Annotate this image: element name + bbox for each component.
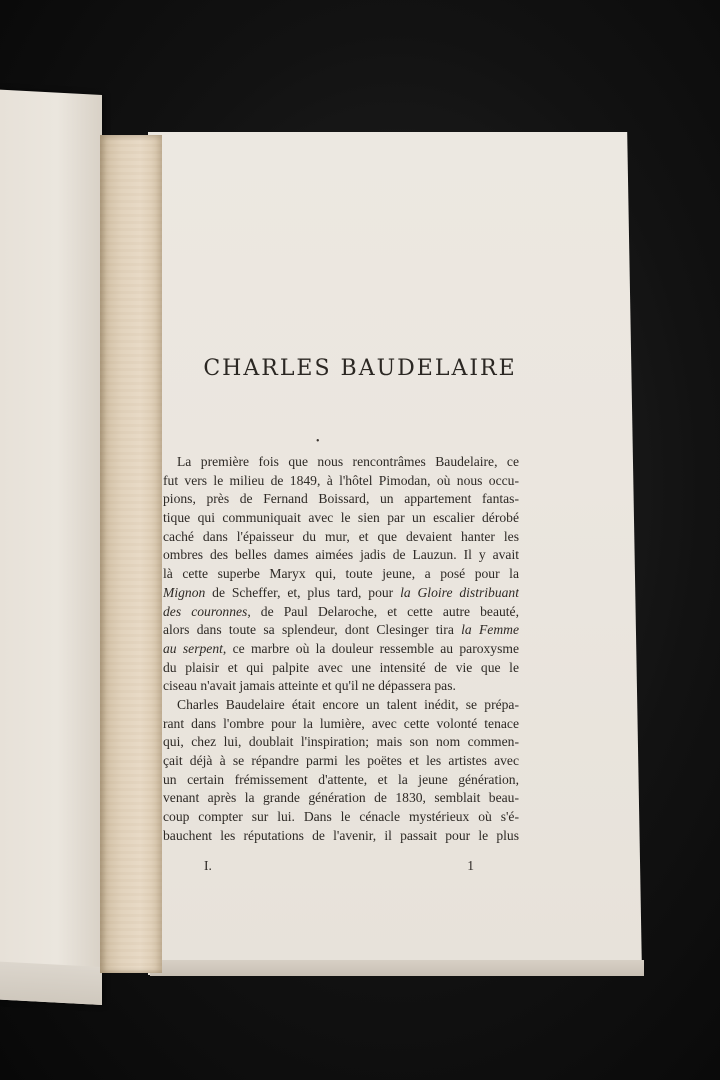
- italic-title: des couronnes: [163, 603, 248, 619]
- left-facing-page: [0, 89, 102, 1005]
- text-line: [163, 584, 519, 603]
- line-text: alors dans toute sa splendeur, dont Clesinger tira: [163, 622, 462, 638]
- line-text: coup compter sur lui. Dans le cénacle mystérieux où s'é-: [163, 809, 519, 825]
- line-text: bauchent les réputations de l'avenir, il passait pour le plus: [163, 827, 519, 843]
- line-text: qui, chez lui, doublait l'inspiration; mais son nom commen-: [163, 734, 519, 750]
- text-line: [163, 677, 519, 696]
- text-line: [163, 509, 519, 528]
- text-line: [163, 696, 519, 715]
- italic-title: la Gloire distribuant: [400, 584, 519, 600]
- text-line: [163, 752, 519, 771]
- italic-title: Mignon: [163, 584, 206, 600]
- line-text: , de Paul Delaroche, et cette autre beauté,: [247, 603, 519, 619]
- signature-mark: I.: [204, 858, 212, 873]
- line-text: caché dans l'épaisseur du mur, et que devaient hanter les: [163, 528, 519, 544]
- italic-title: la Femme: [461, 622, 519, 638]
- text-line: [163, 565, 519, 584]
- text-line: [163, 733, 519, 752]
- text-line: [163, 453, 519, 472]
- line-text: Charles Baudelaire était encore un talent inédit, se prépa-: [177, 696, 519, 712]
- text-line: [163, 789, 519, 808]
- text-line: [163, 827, 519, 846]
- line-text: venant après la grande génération de 1830, semblait beau-: [163, 790, 519, 806]
- line-text: , ce marbre où la douleur ressemble au paroxysme: [222, 640, 519, 656]
- line-text: là cette superbe Maryx qui, toute jeune, a posé pour la: [163, 566, 519, 582]
- line-text: fut vers le milieu de 1849, à l'hôtel Pimodan, où nous occu-: [163, 472, 519, 488]
- text-line: [163, 603, 519, 622]
- line-text: pions, près de Fernand Boissard, un appartement fantas-: [163, 491, 519, 507]
- line-text: ciseau n'avait jamais atteinte et qu'il ne dépassera pas.: [163, 678, 456, 694]
- line-text: un certain frémissement d'attente, et la jeune génération,: [163, 771, 519, 787]
- text-line: [163, 808, 519, 827]
- text-line: [163, 528, 519, 547]
- text-line: [163, 490, 519, 509]
- page-edge: [150, 960, 644, 976]
- line-text: ombres des belles dames aimées jadis de Lauzun. Il y avait: [163, 547, 519, 563]
- text-line: [163, 546, 519, 565]
- line-text: çait déjà à se répandre parmi les poëtes et les artistes avec: [163, 753, 519, 768]
- line-text: du plaisir et qui palpite avec une intensité de vie que le: [163, 659, 519, 675]
- line-text: tique qui communiquait avec le sien par un escalier dérobé: [163, 510, 519, 526]
- text-line: [163, 472, 519, 491]
- text-line: [163, 715, 519, 734]
- binding-gutter: [100, 135, 162, 973]
- body-text: [163, 453, 519, 845]
- text-line: [163, 771, 519, 790]
- text-line: [163, 621, 519, 640]
- chapter-title: CHARLES BAUDELAIRE: [203, 356, 517, 381]
- text-line: [163, 659, 519, 678]
- text-line: [163, 640, 519, 659]
- ornament-dot: •: [316, 436, 320, 447]
- italic-title: au serpent: [163, 640, 223, 656]
- page-number: 1: [467, 858, 474, 873]
- line-text: rant dans l'ombre pour la lumière, avec cette volonté tenace: [163, 715, 519, 731]
- line-text: de Scheffer, et, plus tard, pour: [205, 584, 401, 600]
- line-text: La première fois que nous rencontrâmes Baudelaire, ce: [177, 454, 519, 469]
